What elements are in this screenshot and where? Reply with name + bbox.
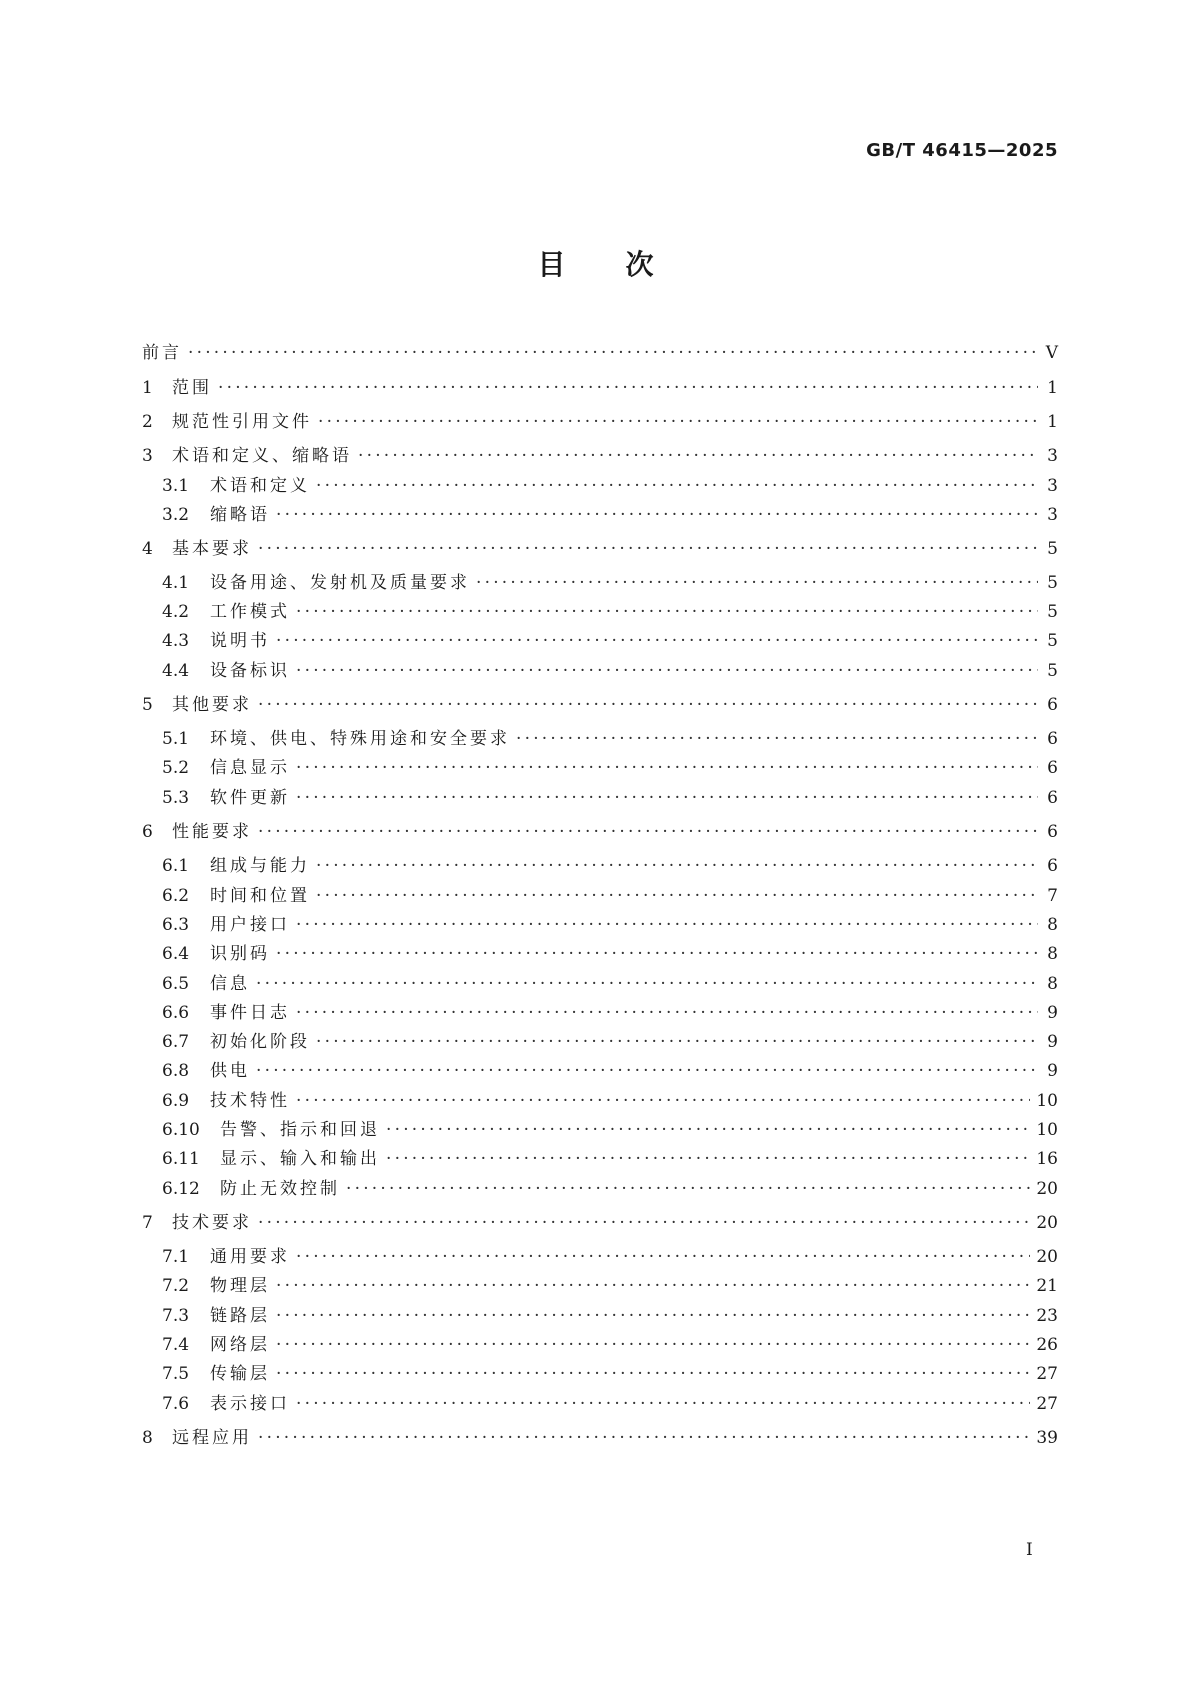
toc-entry-number: 7.4 — [162, 1335, 190, 1355]
toc-leader-dots — [316, 471, 1038, 501]
toc-entry-number: 6.8 — [162, 1061, 190, 1081]
toc-entry-page: 6 — [1047, 695, 1058, 715]
toc-entry[interactable] — [142, 1208, 1058, 1238]
toc-entry-label: 信息 — [210, 974, 250, 994]
toc-entry[interactable] — [162, 1359, 1058, 1389]
toc-entry[interactable] — [142, 534, 1058, 564]
toc-entry[interactable] — [162, 851, 1058, 881]
toc-entry-label: 初始化阶段 — [210, 1032, 310, 1052]
toc-entry[interactable] — [162, 568, 1058, 598]
toc-entry-number: 1 — [142, 378, 153, 398]
toc-leader-dots — [296, 1389, 1030, 1419]
toc-leader-dots — [296, 998, 1038, 1028]
toc-entry-page: 9 — [1047, 1003, 1058, 1023]
toc-entry-label: 前言 — [142, 343, 182, 363]
toc-entry-page: 5 — [1047, 539, 1058, 559]
toc-leader-dots — [296, 597, 1038, 627]
toc-entry[interactable] — [142, 373, 1058, 403]
toc-entry-label: 链路层 — [210, 1306, 270, 1326]
toc-entry[interactable] — [142, 817, 1058, 847]
toc-entry-number: 6.6 — [162, 1003, 190, 1023]
toc-entry-label: 环境、供电、特殊用途和安全要求 — [210, 729, 510, 749]
toc-entry-number: 2 — [142, 412, 153, 432]
toc-leader-dots — [256, 1056, 1038, 1086]
toc-entry-page: 5 — [1047, 631, 1058, 651]
toc-entry-page: 10 — [1036, 1091, 1058, 1111]
toc-entry-number: 5 — [142, 695, 153, 715]
toc-entry-label: 物理层 — [210, 1276, 270, 1296]
toc-entry-number: 4.2 — [162, 602, 190, 622]
toc-entry[interactable] — [162, 910, 1058, 940]
toc-leader-dots — [296, 1242, 1030, 1272]
toc-leader-dots — [258, 690, 1038, 720]
toc-entry-number: 6.4 — [162, 944, 190, 964]
toc-entry-label: 工作模式 — [210, 602, 290, 622]
toc-leader-dots — [258, 817, 1038, 847]
toc-leader-dots — [276, 1330, 1030, 1360]
toc-entry-label: 供电 — [210, 1061, 250, 1081]
toc-entry[interactable] — [142, 338, 1058, 368]
toc-entry-number: 4.1 — [162, 573, 190, 593]
toc-entry[interactable] — [162, 939, 1058, 969]
toc-leader-dots — [316, 1027, 1038, 1057]
toc-entry-page: 8 — [1047, 974, 1058, 994]
toc-entry[interactable] — [162, 1056, 1058, 1086]
toc-entry-number: 6.12 — [162, 1179, 200, 1199]
toc-entry-page: 8 — [1047, 944, 1058, 964]
toc-entry-label: 范围 — [172, 378, 212, 398]
toc-entry[interactable] — [162, 1115, 1058, 1145]
toc-entry[interactable] — [142, 1423, 1058, 1453]
toc-entry-page: 10 — [1036, 1120, 1058, 1140]
toc-leader-dots — [276, 939, 1038, 969]
toc-entry-number: 6.3 — [162, 915, 190, 935]
toc-leader-dots — [256, 969, 1038, 999]
toc-entry-label: 表示接口 — [210, 1394, 290, 1414]
toc-entry[interactable] — [162, 1271, 1058, 1301]
toc-leader-dots — [386, 1115, 1030, 1145]
toc-entry[interactable] — [162, 753, 1058, 783]
toc-entry[interactable] — [162, 1330, 1058, 1360]
standard-code: GB/T 46415—2025 — [866, 140, 1058, 161]
toc-entry-label: 设备用途、发射机及质量要求 — [210, 573, 470, 593]
toc-entry[interactable] — [162, 597, 1058, 627]
toc-entry[interactable] — [142, 407, 1058, 437]
toc-entry-label: 软件更新 — [210, 788, 290, 808]
toc-entry[interactable] — [162, 471, 1058, 501]
toc-entry-page: 6 — [1047, 758, 1058, 778]
toc-entry-number: 7.1 — [162, 1247, 190, 1267]
toc-entry-page: 9 — [1047, 1061, 1058, 1081]
toc-entry-label: 性能要求 — [172, 822, 252, 842]
toc-entry-label: 防止无效控制 — [220, 1179, 340, 1199]
toc-entry-page: 7 — [1047, 886, 1058, 906]
toc-entry-number: 7.2 — [162, 1276, 190, 1296]
toc-entry-page: 23 — [1036, 1306, 1058, 1326]
toc-entry[interactable] — [162, 724, 1058, 754]
toc-entry-page: 3 — [1047, 476, 1058, 496]
toc-entry-label: 术语和定义 — [210, 476, 310, 496]
toc-leader-dots — [296, 753, 1038, 783]
toc-entry-number: 6.1 — [162, 856, 190, 876]
toc-entry-page: 26 — [1036, 1335, 1058, 1355]
toc-entry-label: 信息显示 — [210, 758, 290, 778]
toc-entry[interactable] — [162, 1242, 1058, 1272]
toc-entry-page: 21 — [1036, 1276, 1058, 1296]
toc-entry[interactable] — [162, 1174, 1058, 1204]
toc-entry-number: 4 — [142, 539, 153, 559]
toc-leader-dots — [296, 1086, 1030, 1116]
toc-entry-page: 27 — [1036, 1364, 1058, 1384]
toc-entry-number: 3.2 — [162, 505, 190, 525]
toc-entry-label: 组成与能力 — [210, 856, 310, 876]
toc-entry[interactable] — [162, 1144, 1058, 1174]
toc-entry-number: 5.3 — [162, 788, 190, 808]
toc-entry[interactable] — [162, 969, 1058, 999]
toc-leader-dots — [516, 724, 1038, 754]
toc-entry-page: 6 — [1047, 788, 1058, 808]
toc-leader-dots — [276, 1271, 1030, 1301]
toc-entry-page: 5 — [1047, 661, 1058, 681]
toc-entry-label: 设备标识 — [210, 661, 290, 681]
toc-entry-label: 规范性引用文件 — [172, 412, 312, 432]
toc-entry-page: 16 — [1036, 1149, 1058, 1169]
toc-entry-label: 网络层 — [210, 1335, 270, 1355]
toc-leader-dots — [258, 1208, 1030, 1238]
toc-leader-dots — [276, 500, 1038, 530]
toc-entry-number: 4.4 — [162, 661, 190, 681]
toc-entry-number: 4.3 — [162, 631, 190, 651]
toc-leader-dots — [476, 568, 1038, 598]
page-number: Ⅰ — [1026, 1540, 1033, 1560]
toc-entry-label: 术语和定义、缩略语 — [172, 446, 352, 466]
toc-entry-page: 1 — [1047, 412, 1058, 432]
toc-entry-number: 6.5 — [162, 974, 190, 994]
toc-entry[interactable] — [142, 690, 1058, 720]
toc-leader-dots — [276, 1359, 1030, 1389]
toc-entry-number: 7.3 — [162, 1306, 190, 1326]
toc-entry[interactable] — [142, 441, 1058, 471]
toc-entry-page: 1 — [1047, 378, 1058, 398]
toc-leader-dots — [258, 1423, 1030, 1453]
toc-entry-label: 用户接口 — [210, 915, 290, 935]
toc-entry[interactable] — [162, 783, 1058, 813]
toc-leader-dots — [258, 534, 1038, 564]
toc-entry-page: 20 — [1036, 1247, 1058, 1267]
toc-entry-label: 告警、指示和回退 — [220, 1120, 380, 1140]
toc-entry-number: 6 — [142, 822, 153, 842]
toc-entry-number: 6.2 — [162, 886, 190, 906]
toc-leader-dots — [358, 441, 1038, 471]
toc-entry-number: 6.10 — [162, 1120, 200, 1140]
toc-entry-number: 3 — [142, 446, 153, 466]
toc-leader-dots — [386, 1144, 1030, 1174]
toc-entry-label: 识别码 — [210, 944, 270, 964]
toc-entry-label: 事件日志 — [210, 1003, 290, 1023]
toc-leader-dots — [296, 910, 1038, 940]
toc-entry-label: 缩略语 — [210, 505, 270, 525]
toc-entry-label: 基本要求 — [172, 539, 252, 559]
toc-entry-page: 20 — [1036, 1179, 1058, 1199]
toc-entry[interactable] — [162, 1027, 1058, 1057]
toc-leader-dots — [188, 338, 1038, 368]
toc-entry-label: 其他要求 — [172, 695, 252, 715]
toc-entry-number: 8 — [142, 1428, 153, 1448]
toc-entry[interactable] — [162, 1086, 1058, 1116]
toc-entry[interactable] — [162, 626, 1058, 656]
toc-entry-page: 20 — [1036, 1213, 1058, 1233]
toc-entry[interactable] — [162, 500, 1058, 530]
toc-entry-label: 显示、输入和输出 — [220, 1149, 380, 1169]
toc-entry-page: 39 — [1036, 1428, 1058, 1448]
toc-leader-dots — [276, 1301, 1030, 1331]
toc-entry-number: 7.5 — [162, 1364, 190, 1384]
toc-entry-page: Ⅴ — [1045, 343, 1058, 363]
toc-entry-number: 5.2 — [162, 758, 190, 778]
toc-entry-label: 通用要求 — [210, 1247, 290, 1267]
toc-entry-page: 9 — [1047, 1032, 1058, 1052]
toc-entry-page: 6 — [1047, 822, 1058, 842]
toc-entry-label: 传输层 — [210, 1364, 270, 1384]
toc-entry[interactable] — [162, 881, 1058, 911]
toc-entry-label: 技术特性 — [210, 1091, 290, 1111]
toc-entry-number: 5.1 — [162, 729, 190, 749]
page-title: 目次 — [537, 248, 714, 281]
toc-entry-page: 3 — [1047, 446, 1058, 466]
toc-entry-number: 6.7 — [162, 1032, 190, 1052]
toc-leader-dots — [296, 783, 1038, 813]
toc-leader-dots — [316, 851, 1038, 881]
toc-entry-number: 6.9 — [162, 1091, 190, 1111]
toc-leader-dots — [318, 407, 1038, 437]
toc-entry-page: 8 — [1047, 915, 1058, 935]
toc-entry-label: 技术要求 — [172, 1213, 252, 1233]
toc-leader-dots — [276, 626, 1038, 656]
toc-entry[interactable] — [162, 1389, 1058, 1419]
toc-leader-dots — [296, 656, 1038, 686]
toc-entry-page: 27 — [1036, 1394, 1058, 1414]
toc-leader-dots — [218, 373, 1038, 403]
toc-entry-number: 3.1 — [162, 476, 190, 496]
toc-entry[interactable] — [162, 998, 1058, 1028]
toc-entry-number: 7 — [142, 1213, 153, 1233]
toc-entry-page: 3 — [1047, 505, 1058, 525]
toc-entry-label: 说明书 — [210, 631, 270, 651]
toc-entry-page: 6 — [1047, 856, 1058, 876]
toc-entry-page: 5 — [1047, 602, 1058, 622]
toc-entry[interactable] — [162, 656, 1058, 686]
toc-entry[interactable] — [162, 1301, 1058, 1331]
toc-entry-label: 远程应用 — [172, 1428, 252, 1448]
toc-entry-number: 7.6 — [162, 1394, 190, 1414]
toc-entry-page: 5 — [1047, 573, 1058, 593]
toc-entry-page: 6 — [1047, 729, 1058, 749]
toc-leader-dots — [346, 1174, 1030, 1204]
toc-entry-number: 6.11 — [162, 1149, 200, 1169]
toc-leader-dots — [316, 881, 1038, 911]
toc-entry-label: 时间和位置 — [210, 886, 310, 906]
